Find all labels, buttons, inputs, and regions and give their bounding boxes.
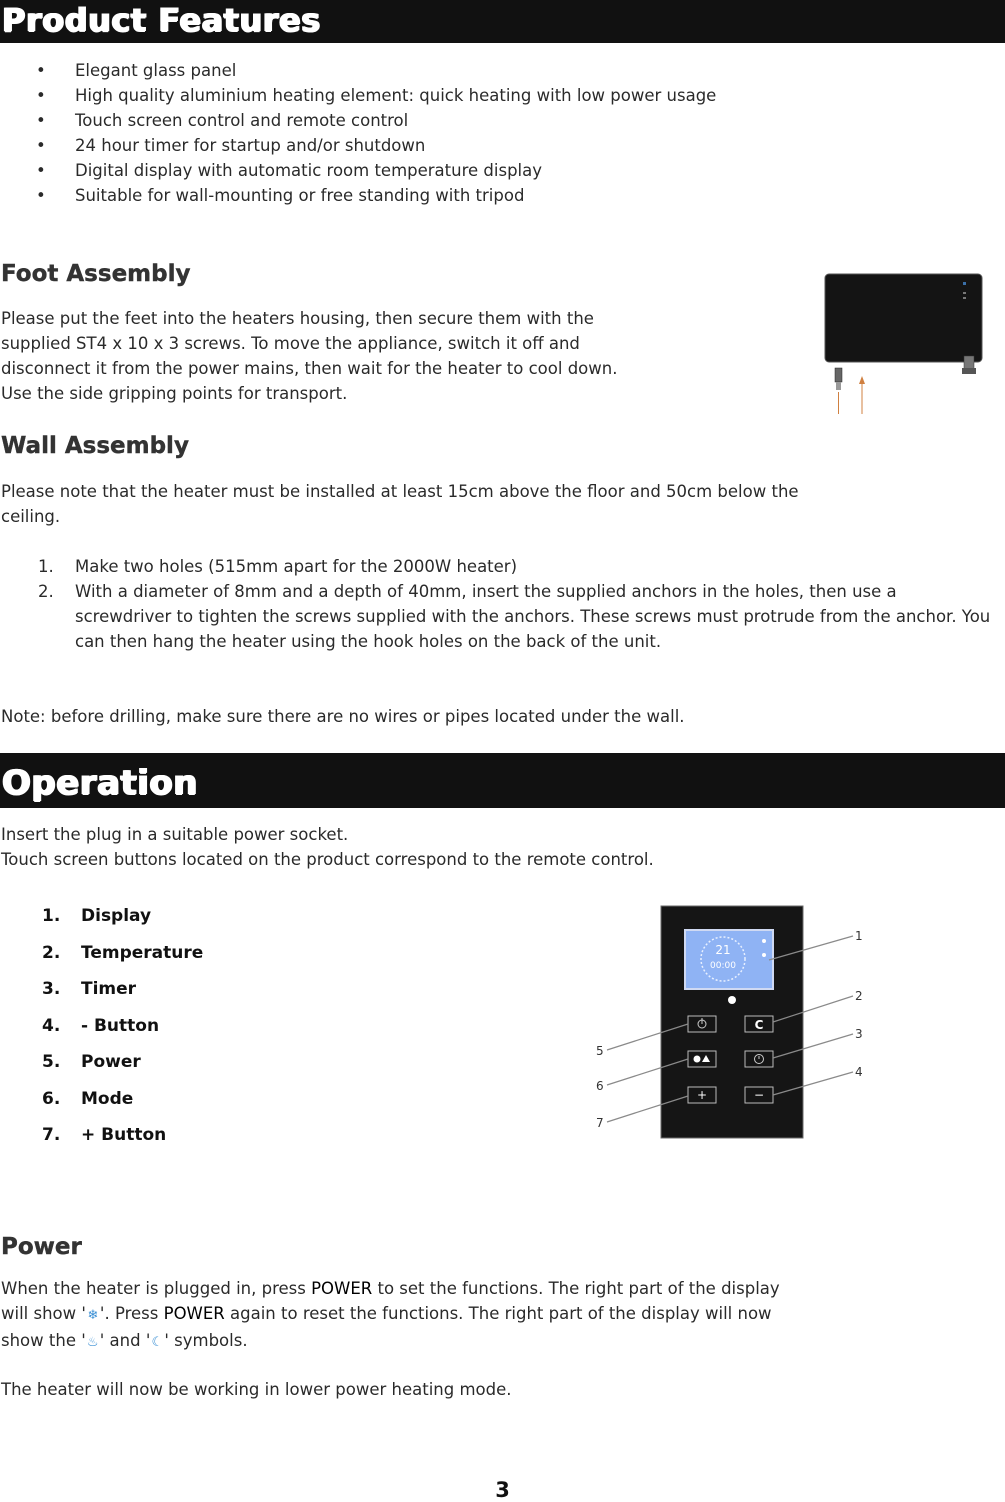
lcd-time: 00:00: [710, 961, 736, 971]
page-number: 3: [495, 1478, 510, 1502]
power-keyword: POWER: [311, 1279, 373, 1298]
lcd-temp: 21: [715, 943, 731, 957]
bullet-icon: •: [36, 136, 46, 155]
minus-button-label: −: [753, 1088, 765, 1102]
section-banner-features: [0, 0, 1005, 43]
callout-5: 5: [596, 1044, 604, 1058]
heater-indicator: [963, 292, 966, 294]
lcd-indicator: [762, 953, 766, 957]
list-item: 2. With a diameter of 8mm and a depth of 40mm, insert the supplied anchors in the holes, then use a screwdriver to tighten the screws supplied with the anchors. These screws must protrude from the anchor. You can then hang the heater using the hook holes on the back of the unit.: [38, 582, 991, 651]
operation-title: Operation: [2, 763, 198, 803]
power-heading: Power: [1, 1234, 82, 1260]
callout-3: 3: [855, 1027, 863, 1041]
section-banner-operation: [0, 753, 1005, 808]
comfort-icon: ♨: [86, 1335, 99, 1350]
moon-icon: ☾: [151, 1335, 164, 1350]
callout-2: 2: [855, 989, 863, 1003]
lcd-indicator: [762, 939, 766, 943]
bullet-icon: •: [36, 61, 46, 80]
bullet-icon: •: [36, 111, 46, 130]
operation-intro: Insert the plug in a suitable power socket. Touch screen buttons located on the product correspond to the remote control.: [1, 825, 654, 869]
heater-indicator: [963, 282, 966, 285]
bullet-icon: •: [36, 161, 46, 180]
bullet-icon: •: [36, 86, 46, 105]
features-title: Product Features: [2, 1, 321, 39]
wall-assembly-intro: Please note that the heater must be installed at least 15cm above the floor and 50cm below the ceiling.: [1, 482, 799, 526]
power-note: The heater will now be working in lower power heating mode.: [1, 1380, 512, 1399]
foot-assembly-heading: Foot Assembly: [1, 261, 191, 287]
status-led: [728, 996, 736, 1004]
power-keyword: POWER: [163, 1304, 225, 1323]
screw-left-tip: [836, 382, 841, 390]
callout-4: 4: [855, 1065, 863, 1079]
mode-icon: [694, 1056, 701, 1063]
heater-indicator: [963, 297, 966, 299]
callout-1: 1: [855, 929, 863, 943]
heater-body: [825, 274, 982, 362]
callout-7: 7: [596, 1116, 604, 1130]
wall-assembly-heading: Wall Assembly: [1, 433, 189, 459]
foot-assembly-text: Please put the feet into the heaters housing, then secure them with the supplied ST4 x 10 x 3 screws. To move the appliance, switch it off and disconnect it from the power mains, then wait for the heater to cool down. Use the side gripping points for transport.: [1, 309, 618, 403]
list-item: 1. Make two holes (515mm apart for the 2000W heater): [38, 557, 518, 576]
bullet-icon: •: [36, 186, 46, 205]
wall-assembly-steps: [0, 554, 1000, 654]
control-panel-diagram: [585, 900, 875, 1145]
heater-foot-right-cap: [962, 368, 976, 374]
plus-button-label: +: [696, 1088, 708, 1102]
screw-left: [835, 368, 842, 382]
snowflake-icon: ❄: [87, 1308, 99, 1323]
assembly-arrow-head: [859, 376, 865, 384]
callout-6: 6: [596, 1079, 604, 1093]
heater-foot-illustration: [820, 272, 990, 422]
temperature-button-label: C: [754, 1018, 764, 1032]
wall-assembly-note: Note: before drilling, make sure there are no wires or pipes located under the wall.: [1, 707, 685, 726]
power-text: When the heater is plugged in, press POWER to set the functions. The right part of the display will show ' ❄'. Press POWER again to reset the functions. The right part of the display will now show the '♨' and '☾' symbols.: [1, 1276, 780, 1355]
